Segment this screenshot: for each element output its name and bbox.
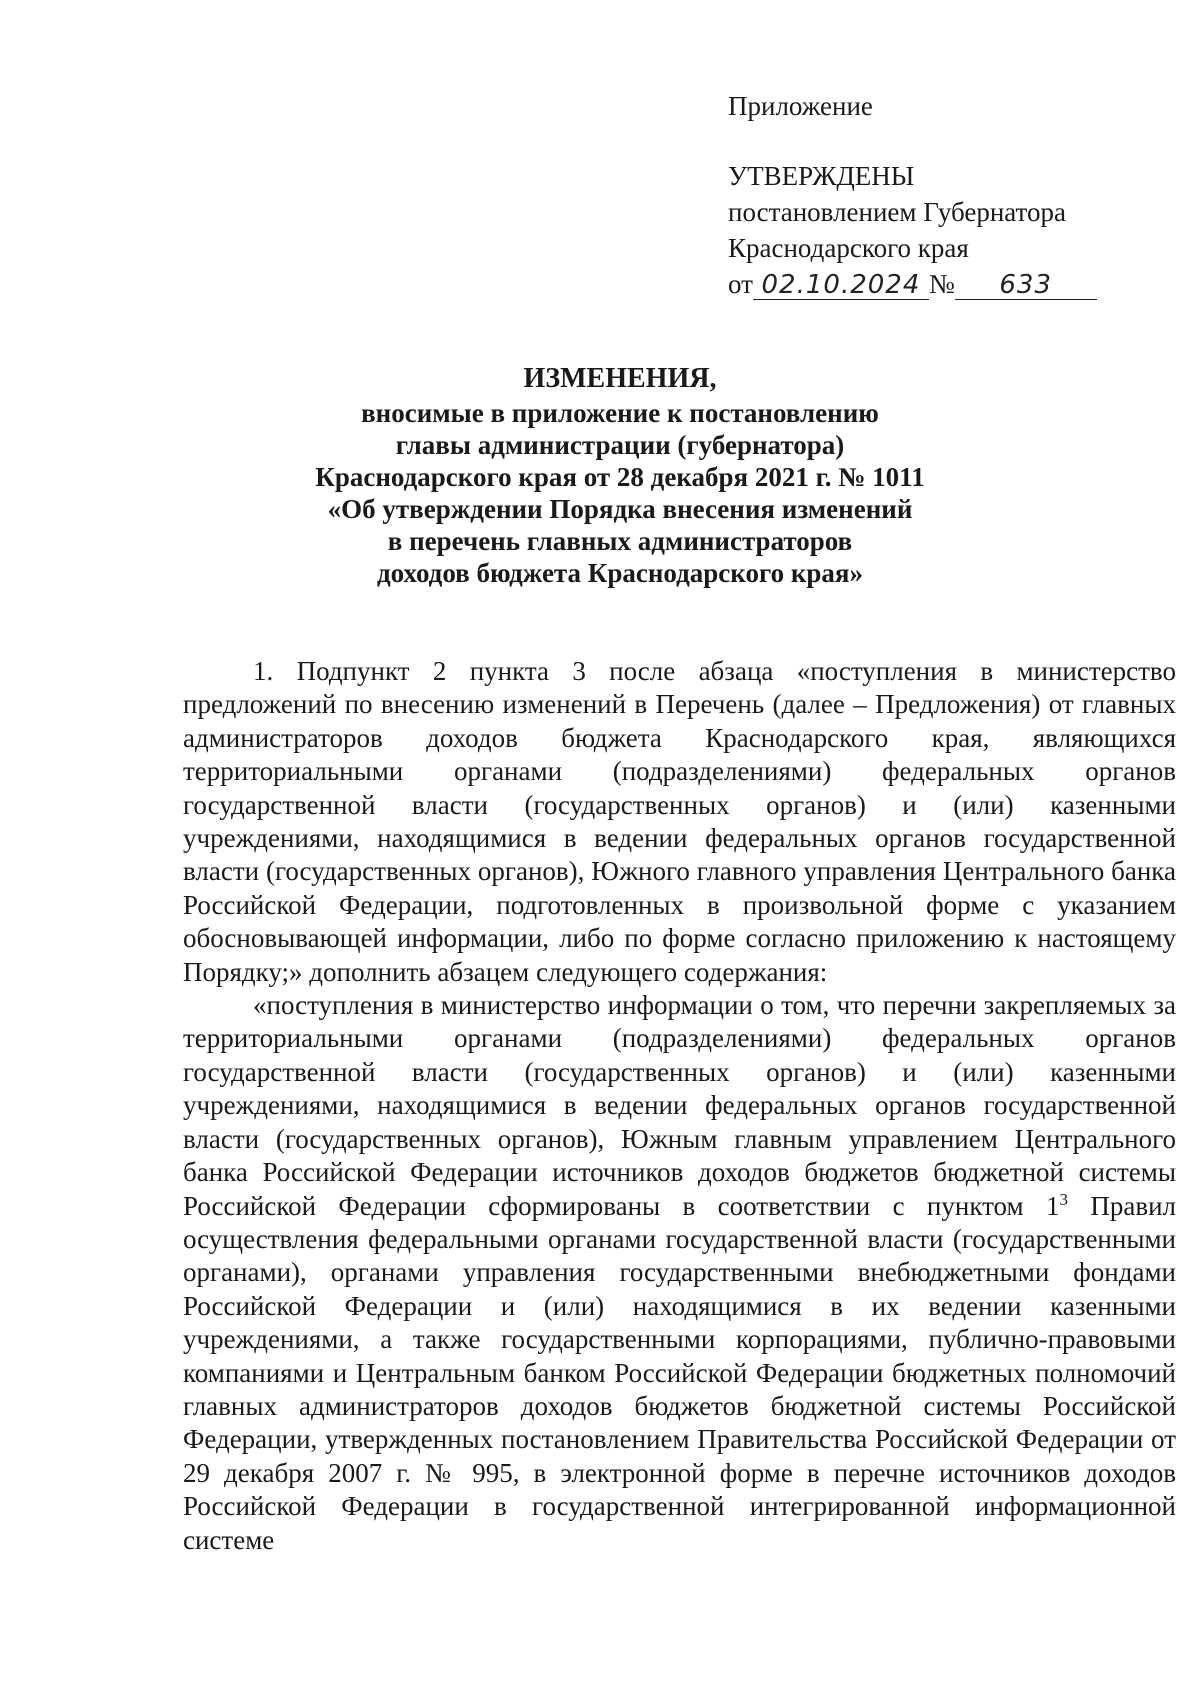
document-title — [0, 363, 1200, 589]
document-body — [183, 655, 1176, 1557]
title-line: Краснодарского края от 28 декабря 2021 г. № 1011 — [315, 462, 925, 492]
number-field — [955, 270, 1097, 300]
approved-heading: УТВЕРЖДЕНЫ — [728, 161, 915, 191]
approval-block — [728, 88, 1097, 302]
date-number-line — [728, 266, 1097, 302]
paragraph-2-part-2: Правил осуществления федеральными органами государственной власти (государственными органами), органами управления государственными внебюджетными фондами Российской Федерации и (или) находящимися в их ведении казенными учреждениями, а также государственными корпорациями, публично-правовыми компаниями и Центральным банком Российской Федерации бюджетных полномочий главных администраторов доходов бюджетов бюджетной системы Российской Федерации, утвержденных постановлением Правительства Российской Федерации от 29 декабря 2007 г. № 995, в электронной форме в перечне источников доходов Российской Федерации в государственной интегрированной информационной системе — [183, 1190, 1176, 1555]
handwritten-date: 02.10.2024 — [761, 270, 921, 300]
number-sign: № — [928, 269, 955, 299]
paragraph-1: 1. Подпункт 2 пункта 3 после абзаца «поступления в министерство предложений по внесению изменений в Перечень (далее – Предложения) от главных администраторов доходов бюджета Краснодарского края, являющихся территориальными органами (подразделениями) федеральных органов государственной власти (государственных органов) и (или) казенными учреждениями, находящимися в ведении федеральных органов государственной власти (государственных органов), Южного главного управления Центрального банка Российской Федерации, подготовленных в произвольной форме с указанием обосновывающей информации, либо по форме согласно приложению к настоящему Порядку;» дополнить абзацем следующего содержания: — [183, 656, 1176, 987]
title-line: главы администрации (губернатора) — [395, 430, 845, 460]
superscript: 3 — [1059, 1189, 1068, 1209]
title-main: ИЗМЕНЕНИЯ, — [523, 363, 717, 394]
appendix-label: Приложение — [728, 91, 873, 121]
approved-by-line: постановлением Губернатора — [728, 197, 1066, 227]
paragraph-2 — [183, 989, 1176, 1557]
handwritten-number: 633 — [999, 270, 1053, 300]
paragraph-2-part-1: «поступления в министерство информации о том, что перечни закрепляемых за территориальными органами (подразделениями) федеральных органов государственной власти (государственных органов) и (или) казенными учреждениями, находящимися в ведении федеральных органов государственной власти (государственных органов), Южным главным управлением Центрального банка Российской Федерации источников доходов бюджетов бюджетной системы Российской Федерации сформированы в соответствии с пунктом 1 — [183, 990, 1176, 1221]
title-line: вносимые в приложение к постановлению — [361, 398, 879, 428]
date-field — [753, 270, 929, 300]
title-line: в перечень главных администраторов — [387, 526, 853, 556]
approved-region-line: Краснодарского края — [728, 233, 969, 263]
date-prefix: от — [728, 269, 753, 299]
title-line: «Об утверждении Порядка внесения изменений — [327, 494, 913, 524]
title-line: доходов бюджета Краснодарского края» — [376, 558, 864, 588]
